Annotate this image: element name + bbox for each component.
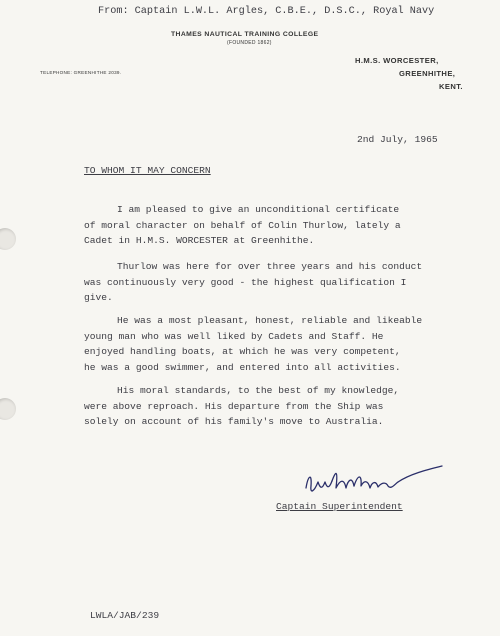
paragraph-line: Thurlow was here for over three years and his conduct: [117, 261, 423, 272]
reference-number: LWLA/JAB/239: [90, 610, 160, 621]
letter-date: 2nd July, 1965: [357, 134, 438, 145]
paragraph-line: solely on account of his family's move to Australia.: [84, 416, 384, 427]
paragraph-line: enjoyed handling boats, at which he was very competent,: [84, 346, 401, 357]
telephone-line: TELEPHONE: GREENHITHE 2039.: [40, 70, 122, 75]
paragraph-line: he was a good swimmer, and entered into all activities.: [84, 361, 401, 373]
paragraph-line: was continuously very good - the highest qualification I: [84, 276, 407, 288]
paragraph-line: His moral standards, to the best of my knowledge,: [117, 385, 400, 396]
address-line-1: H.M.S. WORCESTER,: [355, 56, 439, 65]
paragraph-3: [84, 313, 444, 375]
paragraph-line: I am pleased to give an unconditional certificate: [117, 204, 400, 215]
signatory-title: Captain Superintendent: [276, 501, 403, 512]
from-line: From: Captain L.W.L. Argles, C.B.E., D.S.C., Royal Navy: [98, 6, 435, 17]
paragraph-line: were above reproach. His departure from the Ship was: [84, 400, 384, 412]
salutation: TO WHOM IT MAY CONCERN: [84, 165, 211, 176]
paragraph-4: [84, 383, 444, 430]
address-line-3: KENT.: [439, 82, 463, 91]
institution-name: THAMES NAUTICAL TRAINING COLLEGE: [171, 31, 319, 38]
paragraph-line: give.: [84, 292, 113, 303]
paragraph-2: [84, 259, 444, 306]
founded-line: (FOUNDED 1862): [227, 40, 272, 46]
punch-hole: [0, 228, 16, 250]
paragraph-1: [84, 202, 444, 249]
punch-hole: [0, 398, 16, 420]
paragraph-line: of moral character on behalf of Colin Thurlow, lately a: [84, 219, 401, 231]
paragraph-line: Cadet in H.M.S. WORCESTER at Greenhithe.: [84, 235, 315, 246]
address-line-2: GREENHITHE,: [399, 69, 456, 78]
paragraph-line: young man who was well liked by Cadets and Staff. He: [84, 330, 384, 342]
paragraph-line: He was a most pleasant, honest, reliable and likeable: [117, 315, 423, 326]
